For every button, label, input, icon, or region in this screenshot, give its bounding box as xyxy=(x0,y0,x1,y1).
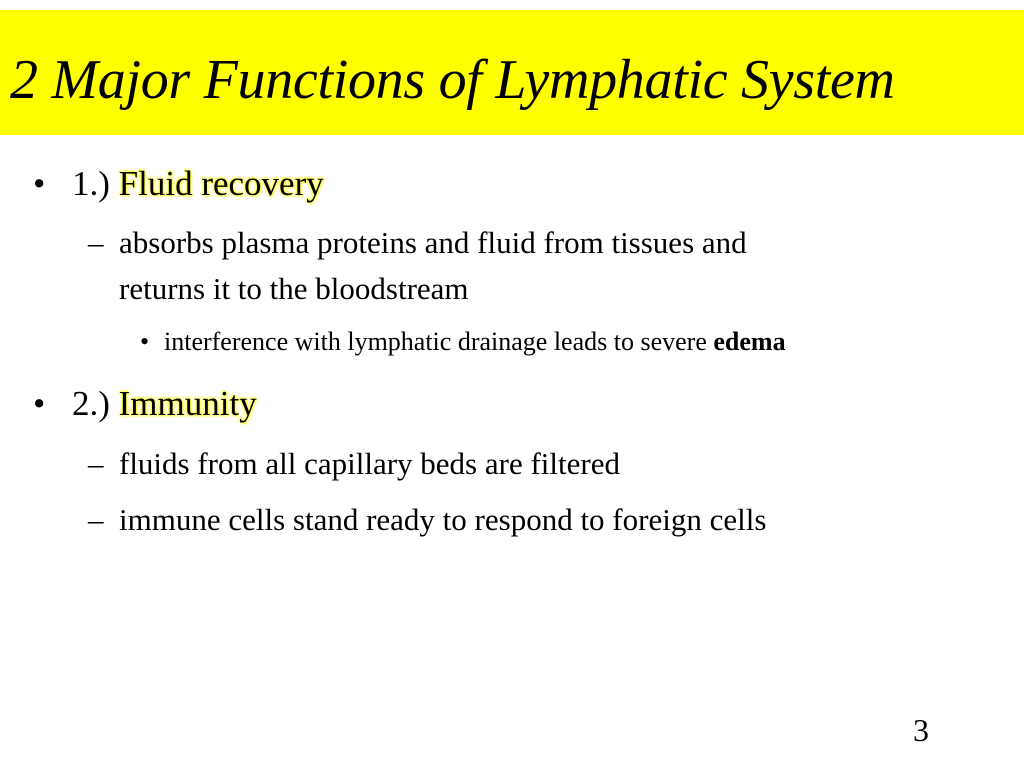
subpoint-text xyxy=(164,329,786,355)
slide-title: 2 Major Functions of Lymphatic System xyxy=(10,49,895,111)
sub-bullet-marker: • xyxy=(140,327,150,356)
dash-marker: – xyxy=(88,225,104,260)
point-text: fluids from all capillary beds are filtered xyxy=(119,446,620,481)
subpoint-emphasis: edema xyxy=(713,327,786,356)
point-text-line-2: returns it to the bloodstream xyxy=(119,271,469,306)
page-number: 3 xyxy=(913,712,929,748)
bullet-marker: • xyxy=(33,384,46,423)
section-title: Immunity xyxy=(118,384,257,423)
section-heading-fluid-recovery xyxy=(72,166,324,201)
section-title: Fluid recovery xyxy=(118,164,324,203)
point-text: immune cells stand ready to respond to foreign cells xyxy=(119,502,767,537)
section-number: 2.) xyxy=(72,384,110,423)
bullet-marker: • xyxy=(33,164,46,203)
point-text-line-1: absorbs plasma proteins and fluid from tissues and xyxy=(119,225,747,260)
subpoint-body: interference with lymphatic drainage leads to severe xyxy=(164,327,707,356)
section-heading-immunity xyxy=(72,386,257,421)
dash-marker: – xyxy=(88,502,104,537)
dash-marker: – xyxy=(88,446,104,481)
section-number: 1.) xyxy=(72,164,110,203)
